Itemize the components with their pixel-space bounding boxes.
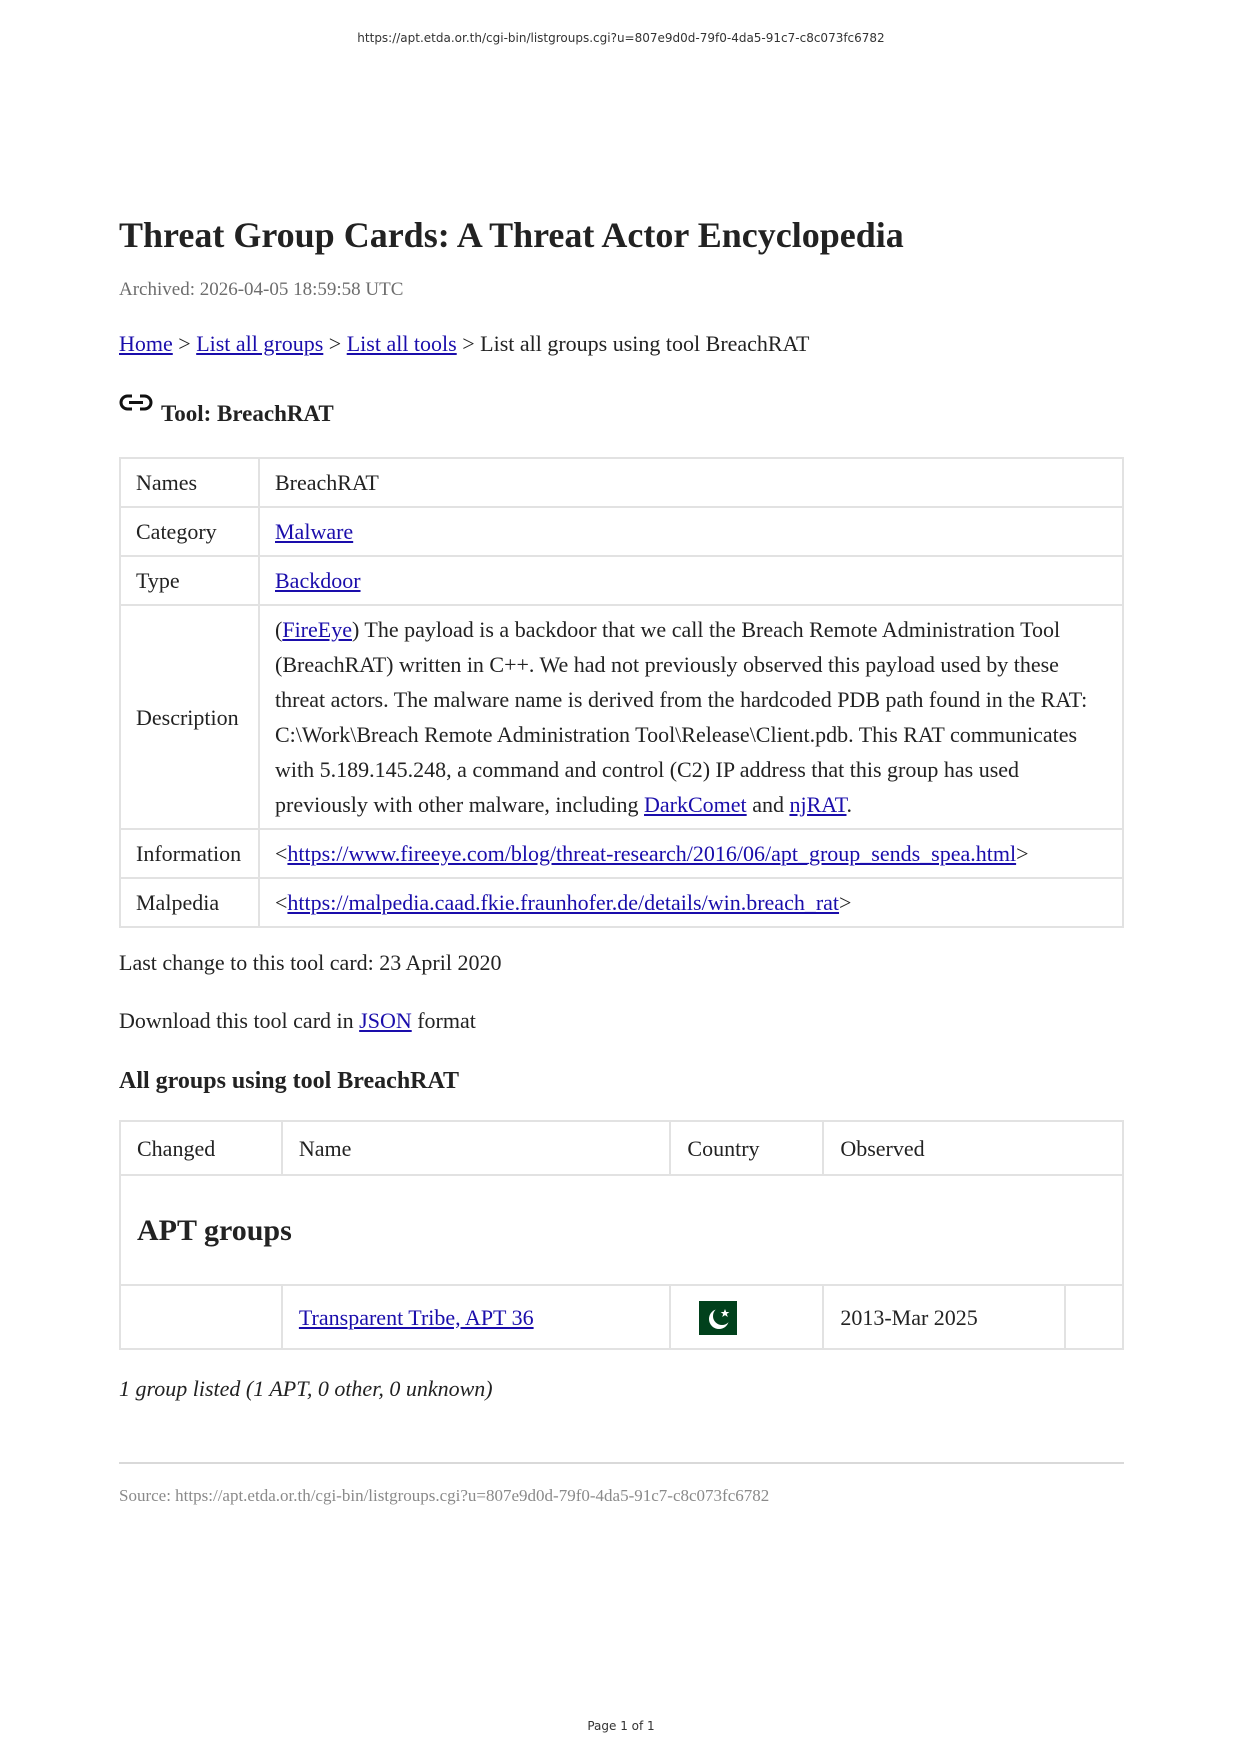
table-row xyxy=(120,458,1123,507)
download-prefix: Download this tool card in xyxy=(119,1008,360,1033)
pakistan-flag-icon xyxy=(699,1301,737,1335)
information-label: Information xyxy=(120,829,259,878)
breadcrumb-separator: > xyxy=(178,331,191,356)
column-header-observed: Observed xyxy=(823,1121,1123,1175)
table-row xyxy=(120,1285,1123,1349)
column-header-name: Name xyxy=(282,1121,671,1175)
description-text: ) The payload is a backdoor that we call the Breach Remote Administration Tool (BreachRAT) written in C++. We had not previously observed this payload used by these threat actors. The malware name is derived from the hardcoded PDB path found in the RAT: C:\Work\Breach Remote Administration Tool\Release\Client.pdb. This RAT communicates with 5.189.145.248, a command and control (C2) IP address that this group has used previously with other malware, including xyxy=(275,617,1088,817)
category-link[interactable]: Malware xyxy=(275,519,354,544)
breadcrumb-tools-link[interactable]: List all tools xyxy=(346,331,457,356)
json-download-link[interactable]: JSON xyxy=(359,1008,412,1033)
malpedia-link[interactable]: https://malpedia.caad.fkie.fraunhofer.de/details/win.breach_rat xyxy=(287,890,840,915)
source-url: Source: https://apt.etda.or.th/cgi-bin/listgroups.cgi?u=807e9d0d-79f0-4da5-91c7-c8c073fc6782 xyxy=(119,1486,770,1505)
type-link[interactable]: Backdoor xyxy=(275,568,361,593)
archived-timestamp: Archived: 2026-04-05 18:59:58 UTC xyxy=(119,279,404,300)
table-row xyxy=(120,605,1123,829)
group-link[interactable]: Transparent Tribe, APT 36 xyxy=(298,1304,534,1330)
groups-summary: 1 group listed (1 APT, 0 other, 0 unknown) xyxy=(119,1376,493,1401)
last-change-text: Last change to this tool card: 23 April 2020 xyxy=(119,950,502,975)
description-end: . xyxy=(846,792,852,817)
page-title: Threat Group Cards: A Threat Actor Encyclopedia xyxy=(119,215,904,255)
link-icon xyxy=(119,393,153,415)
table-row xyxy=(120,878,1123,927)
empty-cell xyxy=(1065,1285,1123,1349)
section-row xyxy=(120,1175,1123,1285)
angle-close: > xyxy=(839,890,852,915)
category-label: Category xyxy=(120,507,259,556)
breadcrumb-separator: > xyxy=(462,331,475,356)
fireeye-link[interactable]: FireEye xyxy=(282,617,352,642)
breadcrumb-home-link[interactable]: Home xyxy=(119,331,173,356)
njrat-link[interactable]: njRAT xyxy=(789,792,847,817)
names-value: BreachRAT xyxy=(259,458,1123,507)
category-cell xyxy=(259,507,1123,556)
breadcrumb xyxy=(119,329,1124,359)
malpedia-cell xyxy=(259,878,1123,927)
paren-open: ( xyxy=(275,617,283,642)
changed-cell xyxy=(120,1285,282,1349)
download-suffix: format xyxy=(411,1008,476,1033)
type-cell xyxy=(259,556,1123,605)
description-cell xyxy=(259,605,1123,829)
column-header-country: Country xyxy=(670,1121,823,1175)
table-row xyxy=(120,829,1123,878)
groups-heading: All groups using tool BreachRAT xyxy=(119,1068,460,1094)
groups-table xyxy=(119,1120,1124,1350)
type-label: Type xyxy=(120,556,259,605)
observed-cell: 2013-Mar 2025 xyxy=(823,1285,1065,1349)
page-number: Page 1 of 1 xyxy=(587,1719,655,1733)
malpedia-label: Malpedia xyxy=(120,878,259,927)
description-and: and xyxy=(746,792,790,817)
table-header-row xyxy=(120,1121,1123,1175)
angle-close: > xyxy=(1016,841,1029,866)
angle-open: < xyxy=(275,890,288,915)
darkcomet-link[interactable]: DarkComet xyxy=(644,792,747,817)
information-cell xyxy=(259,829,1123,878)
table-row xyxy=(120,556,1123,605)
breadcrumb-groups-link[interactable]: List all groups xyxy=(196,331,324,356)
description-label: Description xyxy=(120,605,259,829)
section-title: APT groups xyxy=(120,1175,1123,1285)
angle-open: < xyxy=(275,841,288,866)
print-header-url: https://apt.etda.or.th/cgi-bin/listgroups.cgi?u=807e9d0d-79f0-4da5-91c7-c8c073fc6782 xyxy=(357,31,885,45)
information-link[interactable]: https://www.fireeye.com/blog/threat-research/2016/06/apt_group_sends_spea.html xyxy=(287,841,1017,866)
breadcrumb-separator: > xyxy=(328,331,342,356)
name-cell xyxy=(282,1285,671,1349)
names-label: Names xyxy=(120,458,259,507)
tool-info-table xyxy=(119,457,1124,928)
column-header-changed: Changed xyxy=(120,1121,282,1175)
page-content xyxy=(119,213,1124,1508)
tool-heading xyxy=(119,389,1124,427)
tool-heading-text: Tool: BreachRAT xyxy=(161,401,334,426)
download-line xyxy=(119,1006,1124,1036)
country-cell xyxy=(670,1285,823,1349)
divider xyxy=(119,1462,1124,1464)
table-row xyxy=(120,507,1123,556)
breadcrumb-current: List all groups using tool BreachRAT xyxy=(480,331,810,356)
